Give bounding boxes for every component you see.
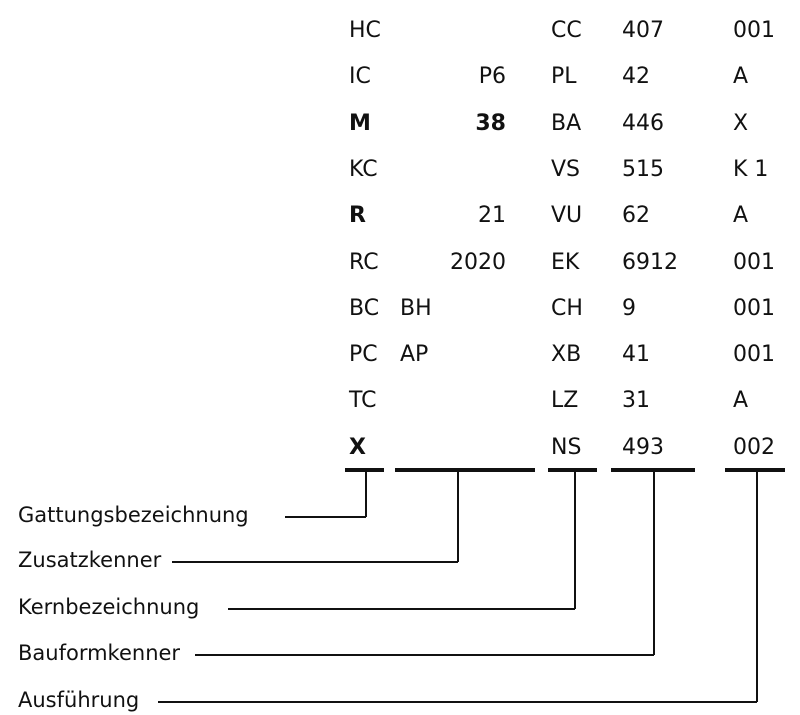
kern-cell: CC — [551, 18, 582, 43]
kern-cell: BA — [551, 110, 582, 136]
kern-cell: EK — [551, 249, 580, 275]
bauform-cell: 493 — [622, 434, 664, 460]
gattung-cell: RC — [349, 249, 379, 275]
ausfuehrung-cell: 002 — [733, 434, 775, 460]
kern-cell: NS — [551, 434, 582, 460]
zusatz-number-cell: 2020 — [450, 249, 506, 275]
gattung-cell: BC — [349, 295, 380, 321]
legend-label: Gattungsbezeichnung — [18, 503, 249, 527]
bauform-cell: 446 — [622, 110, 664, 136]
gattung-cell: KC — [349, 156, 378, 182]
ausfuehrung-cell: 001 — [733, 18, 775, 43]
gattung-cell: M — [349, 110, 371, 136]
bauform-cell: 6912 — [622, 249, 678, 275]
ausfuehrung-cell: K 1 — [733, 156, 769, 182]
kern-cell: CH — [551, 295, 583, 321]
ausfuehrung-cell: 001 — [733, 249, 775, 275]
kern-cell: VS — [551, 156, 581, 182]
bauform-cell: 9 — [622, 295, 636, 321]
zusatz-number-cell: 38 — [475, 110, 506, 136]
gattung-cell: HC — [349, 18, 381, 43]
legend-label: Zusatzkenner — [18, 548, 162, 572]
ausfuehrung-cell: 001 — [733, 295, 775, 321]
legend-label: Bauformkenner — [18, 641, 181, 665]
bauform-cell: 62 — [622, 203, 650, 229]
kern-cell: VU — [551, 203, 583, 229]
gattung-cell: X — [349, 434, 366, 460]
kern-cell: LZ — [551, 388, 579, 414]
zusatz-number-cell: P6 — [478, 64, 506, 90]
bauform-cell: 407 — [622, 18, 664, 43]
bauform-cell: 41 — [622, 342, 650, 368]
ausfuehrung-cell: A — [733, 203, 749, 229]
legend-label: Kernbezeichnung — [18, 595, 200, 619]
bauform-cell: 42 — [622, 64, 650, 90]
gattung-cell: TC — [349, 388, 377, 414]
legend-label: Ausführung — [18, 688, 140, 712]
gattung-cell: R — [349, 203, 366, 229]
ausfuehrung-cell: A — [733, 64, 749, 90]
ausfuehrung-cell: 001 — [733, 342, 775, 368]
zusatz-cell: BH — [400, 295, 432, 321]
zusatz-number-cell: 21 — [478, 203, 506, 229]
gattung-cell: PC — [349, 342, 378, 368]
ausfuehrung-cell: A — [733, 388, 749, 414]
ausfuehrung-cell: X — [733, 110, 749, 136]
bauform-cell: 31 — [622, 388, 650, 414]
bauform-cell: 515 — [622, 156, 664, 182]
kern-cell: XB — [551, 342, 582, 368]
kern-cell: PL — [551, 64, 577, 90]
gattung-cell: IC — [349, 64, 371, 90]
zusatz-cell: AP — [400, 342, 429, 368]
